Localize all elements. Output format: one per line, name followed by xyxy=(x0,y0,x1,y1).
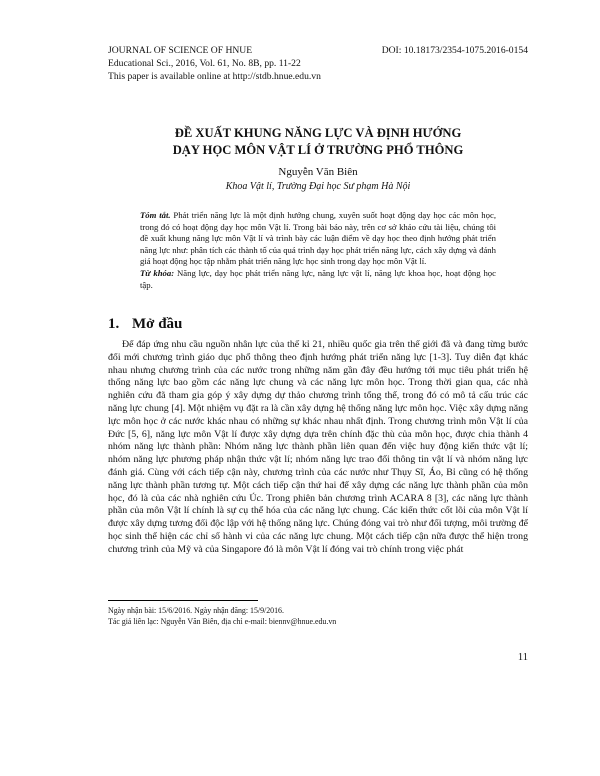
page-number: 11 xyxy=(517,652,528,663)
abstract-block xyxy=(140,210,496,291)
journal-name: JOURNAL OF SCIENCE OF HNUE xyxy=(108,45,253,56)
keywords-text: Năng lực, dạy học phát triển năng lực, năng lực vật lí, năng lực khoa học, hoạt động học tập. xyxy=(140,267,497,290)
footnote-divider xyxy=(108,600,258,601)
title-line-1: ĐỀ XUẤT KHUNG NĂNG LỰC VÀ ĐỊNH HƯỚNG xyxy=(174,126,462,140)
footnote-contact: Tác giả liên lạc: Nguyễn Văn Biên, địa chỉ e-mail: biennv@hnue.edu.vn xyxy=(108,617,337,626)
doi: DOI: 10.18173/2354-1075.2016-0154 xyxy=(381,45,528,56)
citation: Educational Sci., 2016, Vol. 61, No. 8B, pp. 11-22 xyxy=(108,58,301,69)
body-paragraph: Để đáp ứng nhu cầu nguồn nhân lực của thế kỉ 21, nhiều quốc gia trên thế giới đã và đang từng bước đổi mới chương trình giáo dục phổ thông theo định hướng phát triển năng lực [1-3]. Tuy diễn đạt khác nhau nhưng chương trình của các nước trong những năm gần đây đều hướng tới mục tiêu phát triển hệ thống năng lực bao gồm các năng lực chung và các năng lực môn học. Trong thời gian qua, các nhà nghiên cứu đã tham gia góp ý xây dựng dự thảo chương trình tổng thể, trong đó có mô tả cấu trúc các năng lực chung [4]. Một nhiệm vụ đặt ra là cần xây dựng hệ thống năng lực môn học. Việc xây dựng năng lực môn học ở các nước khác nhau có những sự khác nhau nhất định. Trong chương trình môn Vật lí của Đức [5, 6], năng lực môn Vật lí được xây dựng dựa trên chính đặc thù của môn học, được chia thành 4 nhóm năng lực thành phần: Nhóm năng lực thành phần liên quan đến việc huy động kiến thức vật lí; nhóm năng lực phương pháp nhận thức vật lí; nhóm năng lực trao đổi thông tin vật lí và nhóm năng lực đánh giá. Cùng với cách tiếp cận này, chương trình của các nước như Thụy Sĩ, Áo, Bỉ cũng có hệ thống năng lực thành phần tương tự. Một cách tiếp cận thứ hai để xây dựng các năng lực thành phần của môn học, đó là của các nhà nghiên cứu Úc. Trong phiên bản chương trình ACARA 8 [3], các năng lực thành phần của môn Vật lí chính là sự cụ thể hóa của các năng lực chung. Các kiến thức cốt lõi của môn Vật lí được xây dựng tương đối độc lập với hệ thống năng lực. Chúng đóng vai trò như đối tượng, môi trường để học sinh thể hiện các chỉ số hành vi của các năng lực chung. Một cách tiếp cận nữa được thể hiện trong chương trình của Mỹ và của Singapore đó là môn Vật lí đóng vai trò chính trong việc phát xyxy=(108,339,528,555)
keywords-paragraph xyxy=(140,268,496,291)
abstract-label: Tóm tắt. xyxy=(140,210,171,220)
author-affiliation: Khoa Vật lí, Trường Đại học Sư phạm Hà Nội xyxy=(225,181,411,192)
section-number: 1. xyxy=(108,316,120,332)
page-header xyxy=(108,44,528,83)
abstract-paragraph xyxy=(140,210,496,268)
footnote-dates: Ngày nhận bài: 15/6/2016. Ngày nhận đăng: 15/9/2016. xyxy=(108,606,284,615)
abstract-text: Phát triển năng lực là một định hướng chung, xuyên suốt hoạt động dạy học các môn học, trong đó có hoạt động dạy học môn Vật lí. Trong bài báo này, trên cơ sở khảo cứu tài liệu, chúng tôi đề xuất khung năng lực môn Vật lí và trình bày các luận điểm về dạy học theo định hướng phát triển năng lực như: phân tích các thành tố của quá trình dạy học phát triển năng lực, cách xây dựng và đánh giá hoạt động học tập nhằm phát triển năng lực học sinh trong dạy học môn Vật lí. xyxy=(140,210,497,267)
author-name: Nguyễn Văn Biên xyxy=(278,166,358,178)
availability-note: This paper is available online at http://stdb.hnue.edu.vn xyxy=(108,71,321,82)
section-heading xyxy=(108,316,528,333)
keywords-label: Từ khóa: xyxy=(140,267,175,278)
title-line-2: DẠY HỌC MÔN VẬT LÍ Ở TRƯỜNG PHỔ THÔNG xyxy=(172,143,464,157)
footnotes xyxy=(108,605,528,627)
section-title: Mở đầu xyxy=(132,316,183,332)
article-title xyxy=(108,125,528,159)
